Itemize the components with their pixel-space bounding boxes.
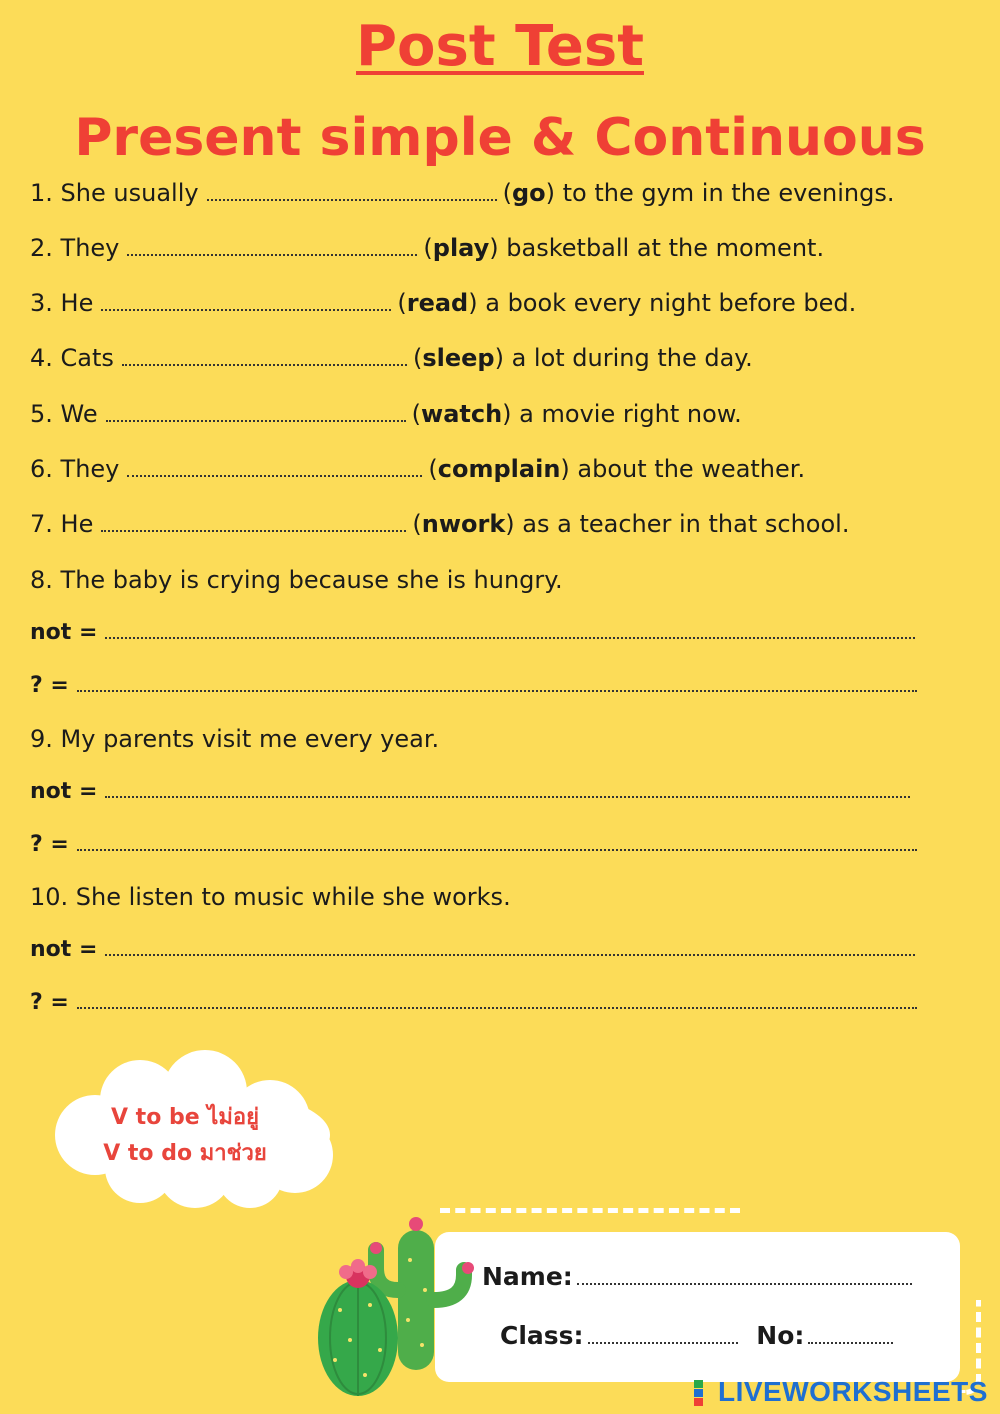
negative-line-10 xyxy=(30,935,915,965)
answer-blank[interactable] xyxy=(77,672,917,692)
question-text: She usually xyxy=(60,179,199,207)
verb-hint: complain xyxy=(437,455,561,483)
question-number: 1. xyxy=(30,179,53,207)
verb-hint: sleep xyxy=(422,344,495,372)
name-label: Name: xyxy=(482,1262,573,1291)
answer-blank[interactable] xyxy=(77,989,917,1009)
hint-line: V to be ไม่อยู่ xyxy=(111,1105,259,1130)
liveworksheets-logo-icon xyxy=(694,1380,714,1406)
answer-blank[interactable] xyxy=(101,291,391,311)
question-line-8 xyxy=(30,671,917,701)
class-field xyxy=(500,1321,893,1351)
question-number: 6. xyxy=(30,455,53,483)
question-text: They xyxy=(60,234,120,262)
answer-blank[interactable] xyxy=(101,512,406,532)
answer-blank[interactable] xyxy=(105,936,915,956)
question-5: 5. We (watch) a movie right now. xyxy=(30,400,742,428)
question-text: a book every night before bed. xyxy=(485,289,857,317)
question-text: He xyxy=(60,510,94,538)
name-field xyxy=(482,1262,912,1292)
question-1: 1. She usually (go) to the gym in the evenings. xyxy=(30,179,895,207)
answer-blank[interactable] xyxy=(105,619,915,639)
verb-hint: watch xyxy=(421,400,503,428)
question-text: We xyxy=(60,400,98,428)
question-text: Cats xyxy=(60,344,114,372)
question-line-10 xyxy=(30,988,917,1018)
question-text: basketball at the moment. xyxy=(506,234,825,262)
question-text: as a teacher in that school. xyxy=(522,510,850,538)
question-3: 3. He (read) a book every night before bed. xyxy=(30,289,857,317)
question-label: ? = xyxy=(30,832,69,857)
class-label: Class: xyxy=(500,1321,584,1350)
question-number: 4. xyxy=(30,344,53,372)
answer-blank[interactable] xyxy=(127,236,417,256)
question-text: They xyxy=(60,455,120,483)
brand-logo-text: LIVEWORKSHEETS xyxy=(718,1376,988,1407)
name-input[interactable] xyxy=(577,1265,912,1285)
answer-blank[interactable] xyxy=(105,778,910,798)
question-text: to the gym in the evenings. xyxy=(562,179,895,207)
verb-hint: nwork xyxy=(421,510,506,538)
question-line-9 xyxy=(30,830,917,860)
negative-label: not = xyxy=(30,937,98,962)
number-input[interactable] xyxy=(808,1324,893,1344)
grammar-hint xyxy=(55,1100,315,1172)
page-title: Post Test xyxy=(356,14,644,79)
question-label: ? = xyxy=(30,990,69,1015)
question-text: a movie right now. xyxy=(519,400,742,428)
question-4: 4. Cats (sleep) a lot during the day. xyxy=(30,344,753,372)
question-text: He xyxy=(60,289,94,317)
cactus-icon xyxy=(310,1210,490,1400)
verb-hint: play xyxy=(432,234,490,262)
answer-blank[interactable] xyxy=(77,831,917,851)
transform-sentence-8: 8. The baby is crying because she is hungry. xyxy=(30,566,563,594)
verb-hint: go xyxy=(511,179,546,207)
negative-label: not = xyxy=(30,779,98,804)
question-2: 2. They (play) basketball at the moment. xyxy=(30,234,825,262)
class-input[interactable] xyxy=(588,1324,738,1344)
question-number: 7. xyxy=(30,510,53,538)
transform-sentence-10: 10. She listen to music while she works. xyxy=(30,883,511,911)
transform-sentence-9: 9. My parents visit me every year. xyxy=(30,725,440,753)
question-number: 5. xyxy=(30,400,53,428)
question-text: about the weather. xyxy=(577,455,806,483)
negative-line-8 xyxy=(30,618,915,648)
number-label: No: xyxy=(756,1321,805,1350)
answer-blank[interactable] xyxy=(122,346,407,366)
question-text: a lot during the day. xyxy=(511,344,753,372)
page-subtitle: Present simple & Continuous xyxy=(74,108,926,168)
answer-blank[interactable] xyxy=(207,181,497,201)
negative-label: not = xyxy=(30,620,98,645)
answer-blank[interactable] xyxy=(127,457,422,477)
question-6: 6. They (complain) about the weather. xyxy=(30,455,806,483)
question-label: ? = xyxy=(30,673,69,698)
question-number: 3. xyxy=(30,289,53,317)
question-7: 7. He (nwork) as a teacher in that school. xyxy=(30,510,850,538)
question-number: 2. xyxy=(30,234,53,262)
negative-line-9 xyxy=(30,777,910,807)
answer-blank[interactable] xyxy=(106,402,406,422)
verb-hint: read xyxy=(406,289,469,317)
hint-line: V to do มาช่วย xyxy=(103,1141,267,1166)
student-info-card xyxy=(435,1232,960,1382)
